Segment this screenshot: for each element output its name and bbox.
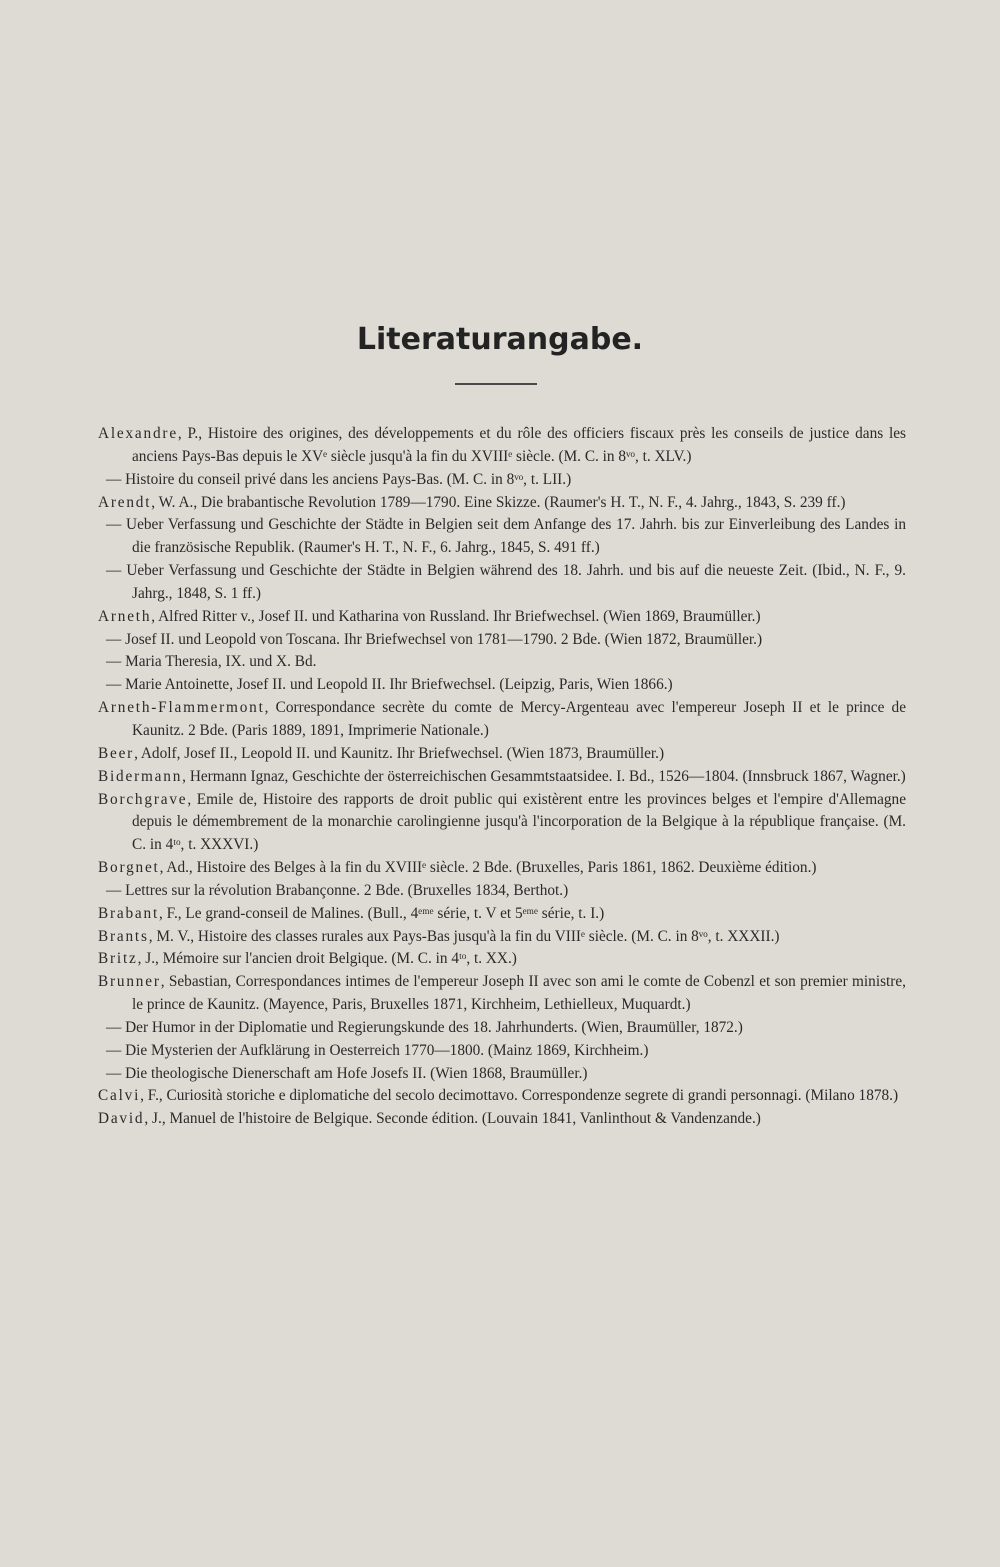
entry-text: , Sebastian, Correspondances intimes de l'empereur Joseph II avec son ami le comte de Cobenzl et son premier ministre, le prince de Kaunitz. (Mayence, Paris, Bruxelles 1871, Kirchheim, Lethielleux, Muquardt.) [132, 973, 906, 1014]
entry-author: Arneth [98, 607, 152, 625]
entry-text: — Histoire du conseil privé dans les anciens Pays-Bas. (M. C. in 8ᵛᵒ, t. LII.) [106, 470, 572, 488]
bibliography-entry [98, 697, 906, 743]
bibliography-entry [98, 1108, 906, 1131]
entry-text: — Maria Theresia, IX. und X. Bd. [106, 653, 317, 671]
bibliography-entry [98, 492, 906, 515]
entry-text: , J., Manuel de l'histoire de Belgique. Seconde édition. (Louvain 1841, Vanlinthout & Vandenzande.) [144, 1110, 761, 1128]
entry-text: — Ueber Verfassung und Geschichte der Städte in Belgien seit dem Anfange des 17. Jahrh. bis zur Einverleibung des Landes in die französische Republik. (Raumer's H. T., N. F., 6. Jahrg., 1845, S. 491 ff.) [106, 516, 906, 557]
entry-text: , W. A., Die brabantische Revolution 1789—1790. Eine Skizze. (Raumer's H. T., N. F., 4. Jahrg., 1843, S. 239 ff.) [151, 493, 846, 511]
entry-author: Brunner [98, 973, 161, 991]
entry-text: , Emile de, Histoire des rapports de droit public qui existèrent entre les provinces belges et l'empire d'Allemagne depuis le démembrement de la monarchie carolingienne jusqu'à l'incorporation de la Belgique à la république française. (M. C. in 4ᵗᵒ, t. XXXVI.) [132, 790, 906, 854]
entry-text: , F., Curiosità storiche e diplomatiche del secolo decimottavo. Correspondenze segrete di grandi personnagi. (Milano 1878.) [140, 1087, 899, 1105]
page-title: Literaturangabe. [356, 322, 644, 357]
entry-text: — Ueber Verfassung und Geschichte der Städte in Belgien während des 18. Jahrh. und bis auf die neueste Zeit. (Ibid., N. F., 9. Jahrg., 1848, S. 1 ff.) [106, 562, 906, 602]
bibliography-entry [98, 629, 906, 652]
bibliography-list [98, 423, 906, 1131]
entry-text: , Ad., Histoire des Belges à la fin du XVIIIᵉ siècle. 2 Bde. (Bruxelles, Paris 1861, 1862. Deuxième édition.) [159, 859, 817, 877]
entry-author: David [98, 1110, 145, 1128]
bibliography-entry [98, 857, 906, 880]
entry-author: Borchgrave [98, 790, 188, 808]
entry-author: Beer [98, 744, 135, 762]
entry-author: Alexandre [98, 425, 178, 442]
bibliography-entry [98, 880, 906, 903]
bibliography-entry [98, 766, 906, 789]
bibliography-entry [98, 651, 906, 674]
entry-author: Britz [98, 950, 138, 968]
bibliography-entry [98, 948, 906, 971]
entry-text: — Josef II. und Leopold von Toscana. Ihr Briefwechsel von 1781—1790. 2 Bde. (Wien 1872, Braumüller.) [106, 630, 763, 648]
entry-author: Brants [98, 927, 149, 945]
bibliography-entry [98, 926, 906, 949]
bibliography-entry [98, 469, 906, 492]
entry-text: , Alfred Ritter v., Josef II. und Katharina von Russland. Ihr Briefwechsel. (Wien 1869, Braumüller.) [151, 607, 761, 625]
bibliography-entry [98, 1017, 906, 1040]
entry-author: Borgnet [98, 859, 160, 877]
bibliography-entry [98, 743, 906, 766]
bibliography-entry [98, 606, 906, 629]
bibliography-entry [98, 1085, 906, 1108]
entry-text: — Die Mysterien der Aufklärung in Oesterreich 1770—1800. (Mainz 1869, Kirchheim.) [106, 1041, 649, 1059]
bibliography-entry [98, 971, 906, 1017]
entry-text: — Der Humor in der Diplomatie und Regierungskunde des 18. Jahrhunderts. (Wien, Braumüller, 1872.) [106, 1018, 743, 1036]
bibliography-entry [98, 560, 906, 606]
entry-text: — Die theologische Dienerschaft am Hofe Josefs II. (Wien 1868, Braumüller.) [106, 1064, 588, 1082]
entry-text: , J., Mémoire sur l'ancien droit Belgique. (M. C. in 4ᵗᵒ, t. XX.) [137, 950, 517, 968]
bibliography-entry [98, 1063, 906, 1086]
entry-text: , Correspondance secrète du comte de Mercy-Argenteau avec l'empereur Joseph II et le prince de Kaunitz. 2 Bde. (Paris 1889, 1891, Imprimerie Nationale.) [132, 699, 906, 739]
bibliography-entry [98, 514, 906, 560]
entry-text: , Adolf, Josef II., Leopold II. und Kaunitz. Ihr Briefwechsel. (Wien 1873, Braumüller.) [134, 744, 665, 762]
entry-text: , P., Histoire des origines, des développements et du rôle des officiers fiscaux près les conseils de justice dans les anciens Pays-Bas depuis le XVᵉ siècle jusqu'à la fin du XVIIIᵉ siècle. (M. C. in 8ᵛᵒ, t. XLV.) [132, 425, 906, 465]
entry-text: , M. V., Histoire des classes rurales aux Pays-Bas jusqu'à la fin du VIIIᵉ siècle. (M. C. in 8ᵛᵒ, t. XXXII.) [148, 927, 780, 945]
entry-text: — Lettres sur la révolution Brabançonne. 2 Bde. (Bruxelles 1834, Berthot.) [106, 881, 569, 899]
bibliography-entry [98, 423, 906, 469]
bibliography-entry [98, 903, 906, 926]
entry-text: — Marie Antoinette, Josef II. und Leopold II. Ihr Briefwechsel. (Leipzig, Paris, Wien 1866.) [106, 676, 673, 694]
entry-author: Calvi [98, 1087, 141, 1105]
entry-text: , F., Le grand-conseil de Malines. (Bull., 4ᵉᵐᵉ série, t. V et 5ᵉᵐᵉ série, t. I.) [159, 904, 605, 922]
bibliography-entry [98, 789, 906, 858]
entry-author: Arendt [98, 493, 152, 511]
entry-author: Arneth-Flammermont [98, 699, 265, 717]
title-divider [455, 383, 537, 385]
entry-text: , Hermann Ignaz, Geschichte der österreichischen Gesammtstaatsidee. I. Bd., 1526—1804. (Innsbruck 1867, Wagner.) [182, 767, 906, 785]
bibliography-entry [98, 1040, 906, 1063]
bibliography-entry [98, 674, 906, 697]
entry-author: Brabant [98, 904, 160, 922]
entry-author: Bidermann [98, 767, 183, 785]
